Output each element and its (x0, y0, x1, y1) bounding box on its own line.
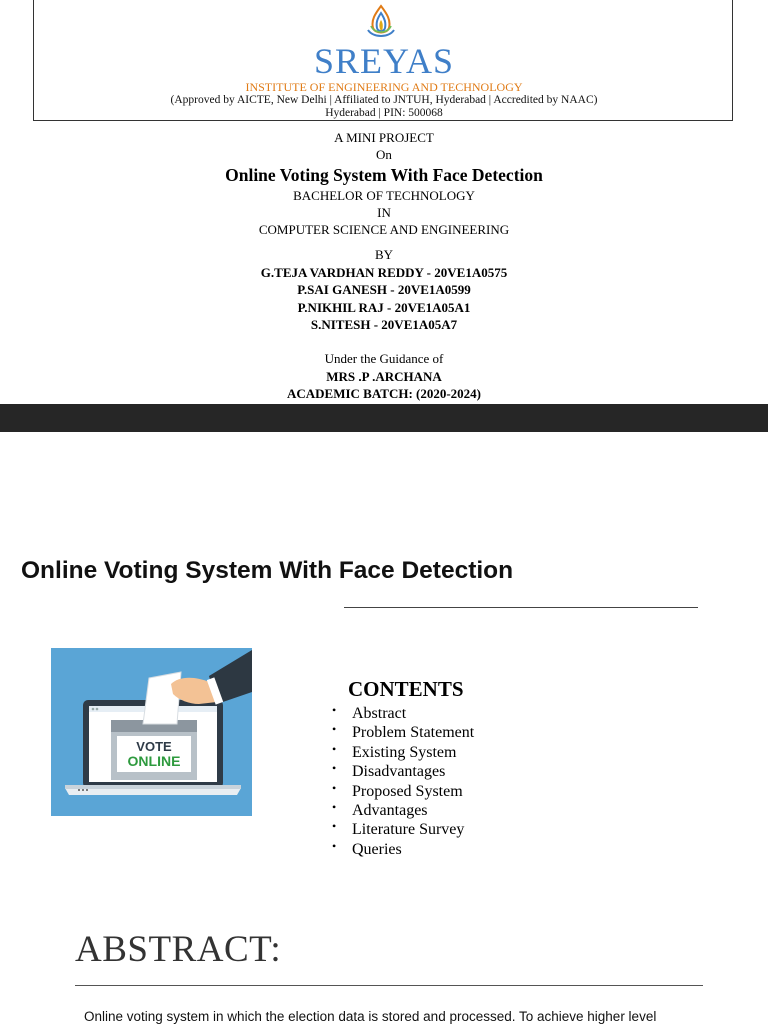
bullet-icon: • (332, 780, 337, 795)
guide-name: MRS .P .ARCHANA (326, 369, 442, 384)
student-name: P.NIKHIL RAJ - 20VE1A05A1 (297, 300, 471, 315)
list-item (332, 782, 474, 801)
list-item-label: Disadvantages (352, 763, 446, 781)
contents-list (332, 704, 474, 859)
list-item-label: Advantages (352, 801, 428, 819)
student-name: G.TEJA VARDHAN REDDY - 20VE1A0575 (260, 265, 508, 280)
list-item-label: Problem Statement (352, 724, 475, 742)
list-item-label: Abstract (352, 705, 407, 722)
institute-name: INSTITUTE OF ENGINEERING AND TECHNOLOGY (245, 80, 523, 94)
academic-batch: ACADEMIC BATCH: (2020-2024) (286, 386, 482, 401)
mini-project-label: A MINI PROJECT (334, 130, 434, 145)
list-item (332, 801, 474, 820)
student-name: S.NITESH - 20VE1A05A7 (310, 317, 458, 332)
student-name: P.SAI GANESH - 20VE1A0599 (297, 282, 471, 297)
list-item-label: Existing System (352, 743, 457, 761)
list-item (332, 723, 474, 742)
project-title: Online Voting System With Face Detection (225, 165, 543, 185)
on-label: On (376, 147, 392, 162)
approval-text: (Approved by AICTE, New Delhi | Affiliated to JNTUH, Hyderabad | Accredited by NAAC) (170, 94, 598, 106)
guidance-label: Under the Guidance of (324, 351, 444, 366)
address-text: Hyderabad | PIN: 500068 (325, 107, 443, 119)
bullet-icon: • (332, 703, 337, 717)
abstract-text: Online voting system in which the election data is stored and processed. To achieve higher level (84, 1009, 657, 1024)
contents-heading: CONTENTS (348, 677, 464, 701)
bullet-icon: • (332, 799, 337, 814)
list-item (332, 762, 474, 781)
bullet-icon: • (332, 819, 337, 834)
abstract-heading: ABSTRACT: (75, 929, 282, 970)
bullet-icon: • (332, 722, 337, 737)
list-item-label: Proposed System (352, 782, 463, 800)
online-label: ONLINE (127, 753, 181, 769)
bullet-icon: • (332, 838, 337, 853)
bullet-icon: • (332, 761, 337, 776)
in-label: IN (377, 205, 391, 220)
list-item (332, 743, 474, 762)
list-item (332, 704, 474, 723)
branch-label: COMPUTER SCIENCE AND ENGINEERING (258, 222, 510, 237)
slide-separator (0, 404, 768, 432)
by-label: BY (374, 247, 394, 262)
abstract-divider (75, 985, 703, 986)
ballot-laptop-icon (51, 648, 252, 816)
slide-title: Online Voting System With Face Detection (21, 557, 514, 584)
brand-name: SREYAS (313, 41, 455, 81)
list-item-label: Queries (352, 840, 402, 858)
flame-logo-icon (365, 4, 397, 40)
degree-label: BACHELOR OF TECHNOLOGY (293, 188, 475, 203)
list-item (332, 840, 474, 859)
vote-label: VOTE (136, 739, 172, 754)
list-item-label: Literature Survey (352, 821, 465, 839)
title-divider (344, 607, 698, 608)
bullet-icon: • (332, 741, 337, 756)
list-item (332, 820, 474, 839)
